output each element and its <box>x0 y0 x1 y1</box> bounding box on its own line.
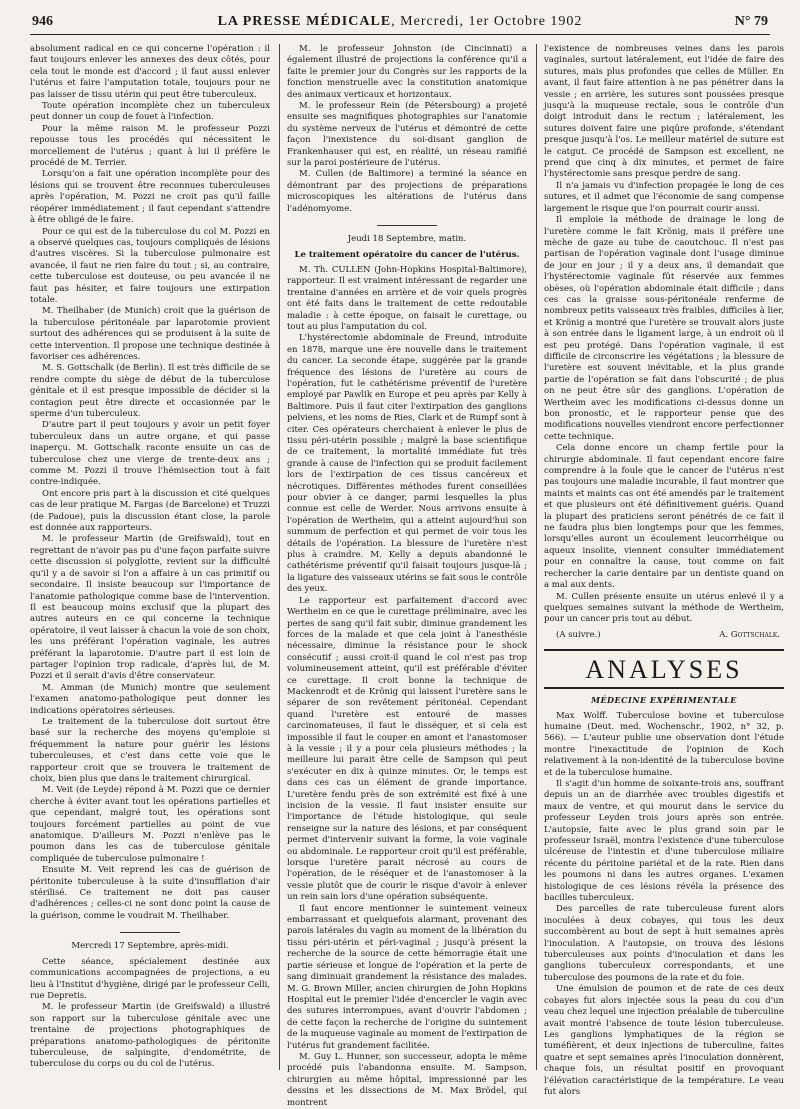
paragraph: Il s'agit d'un homme de soixante-trois ans, souffrant depuis un an de diarrhée avec troubles digestifs et maux de ventre, et qui mourut dans le service du professeur Leyden trois jours après son entrée. L'autopsie, faite avec le plus grand soin par le professeur Israël, montra l'existence d'une tuberculose ulcéreuse de l'intestin et d'une tuberculose miliaire récente du péritoine pariétal et de la rate. Rien dans les poumons ni dans les autres organes. L'examen histologique de ces lésions révéla la présence des bacilles tuberculeux. <box>544 778 784 904</box>
section-title: Le traitement opératoire du cancer de l'utérus. <box>294 249 520 260</box>
col3-paragraphs <box>544 44 784 626</box>
paragraph: M. Cullen présente ensuite un utérus enlevé il y a quelques semaines suivant la méthode de Wertheim, pour un cancer pris tout au début. <box>544 591 784 625</box>
paragraph: M. le professeur Martin (de Greifswald), tout en regrettant de n'avoir pas pu d'une façon parfaite suivre cette discussion si polyglotte, revient sur la difficulté qu'il y a de savoir si l'on a affaire à un cas primitif ou secondaire. Il insiste beaucoup sur l'importance de l'anatomie pathologique comme base de l'intervention. Il est beaucoup moins exclusif que la plupart des autres auteurs en ce qui concerne la technique opératoire, il veut laisser à chacun la voie de son choix, les uns préférant l'opération vaginale, les autres préférant la laparotomie. D'autre part il est loin de partager l'opinion trop radicale, d'après lui, de M. Pozzi et il serait d'avis d'être conservateur. <box>30 534 270 682</box>
column-3 <box>544 44 784 1097</box>
paragraph: Il emploie la méthode de drainage le long de l'uretère comme le fait Krönig, mais il préfère une mèche de gaze au tube de caoutchouc. Il n'est pas partisan de l'opération vaginale dont l'usage diminue de jour en jour ; il y a deux ans, il demandait que l'hystérectomie vaginale fût réservée aux femmes obèses, où l'opération abdominale était difficile ; dans ces cas la graisse sous-péritonéale renferme de nombreux petits vaisseaux très fraibles, difficiles à lier, et Krönig a montré que l'uretère se trouvait alors juste à son entrée dans le ligament large, à un endroit où il est peu protégé. Dans l'opération vaginale, il est difficile de circonscrire les végétations ; la blessure de l'uretère est souvent inévitable, et la plus grande partie de l'opération se fait dans l'obscurité ; de plus on ne peut être sûr des ganglions. L'opération de Wertheim avec les modifications ci-dessus donne un bon pronostic, et le rapporteur pense que des modifications nouvelles viendront encore perfectionner cette technique. <box>544 215 784 442</box>
paragraph: Il n'a jamais vu d'infection propagée le long de ces sutures, et il admet que l'économie de sang compense largement le risque que l'on pourrait courir aussi. <box>544 180 784 214</box>
paragraph: M. le professeur Rein (de Pétersbourg) a projeté ensuite ses magnifiques photographies sur l'anatomie du système nerveux de l'utérus et démontré de cette façon l'inexistence du soi-disant ganglion de Frankenhauser qui est, en réalité, un réseau ramifié sur la paroi postérieure de l'utérus. <box>287 101 527 169</box>
page-header <box>30 12 770 35</box>
issue-number: N° 79 <box>734 14 768 29</box>
paragraph: M. le professeur Johnston (de Cincinnati) a également illustré de projections la conférence qu'il a faite le premier jour du Congrès sur les rapports de la fonction menstruelle avec la constitution anatomique des animaux verticaux et horizontaux. <box>287 44 527 100</box>
paragraph: Max Wolff. Tuberculose bovine et tuberculose humaine (Deut. med. Wochenschr., 1902, n° 32, p. 566). — L'auteur publie une observation dont l'étude montre l'inexactitude de l'opinion de Koch relativement à la non-identité de la tuberculose bovine et de la tuberculose humaine. <box>544 710 784 778</box>
issue-date: , Mercredi, 1er Octobre 1902 <box>391 14 583 29</box>
paragraph: Cette séance, spécialement destinée aux communications accompagnées de projections, a eu lieu à l'Institut d'hygiène, dirigé par le professeur Celli, rue Depretis. <box>30 956 270 1001</box>
paragraph: Pour ce qui est de la tuberculose du col M. Pozzi en a observé quelques cas, toujours compliqués de lésions d'autres viscères. Si la tuberculose pulmonaire est avancée, il faut ne rien faire du tout ; si, au contraire, cette tuberculose est douteuse, ou peu avancée il ne faut pas hésiter, et faire toujours une extirpation totale. <box>30 226 270 305</box>
column-rule <box>536 44 537 1070</box>
paragraph: Le rapporteur est parfaitement d'accord avec Wertheim en ce que le curettage préliminaire, avec les pertes de sang qu'il fait subir, diminue grandement les forces de la malade et que cela joint à l'anesthésie nécessaire, diminue la résistance pour le shock consécutif ; aussi croit-il quand le col n'est pas trop volumineusement atteint, qu'il est préférable d'éviter ce curettage. Il croit bonne la technique de Mackenrodt et de Krönig qui laissent l'uretère sans le séparer de son revêtement péritonéal. Cependant quand l'uretère est entouré de masses carcinomateuses, il faut le disséquer, et si cela est impossible il faut le couper en amont et l'anastomoser à la vessie ; il y a pour cela plusieurs méthodes ; la meilleure lui parait être celle de Sampson qui peut s'exécuter en dix à quinze minutes. Or, le temps est dans ces cas un élément de grande importance. L'uretère fendu près de son extrémité est fixé à une incision de la vessie. Il faut insister ensuite sur l'importance de l'étude histologique, qui seule renseigne sur la nature des lésions, et par conséquent permet d'intervenir suivant la forme, la voie vaginale ou abdominale. Le rapporteur croit qu'il est préférable, lorsque l'uretère parait nécrosé au cours de l'opération, de le réséquer et de l'anastomoser à la vessie plutôt que de courir le risque d'avoir à enlever un rein sain lors d'une opération subséquente. <box>287 595 527 903</box>
paragraph: M. le professeur Martin (de Greifswald) a illustré son rapport sur la tuberculose génitale avec une trentaine de projections photographiques de préparations anatomo-pathologiques de péritonite tuberculeuse, de salpingite, d'endométrite, de tuberculose du corps ou du col de l'utérus. <box>30 1002 270 1070</box>
paragraph: M. S. Gottschalk (de Berlin). Il est très difficile de se rendre compte du siège de début de la tuberculose génitale et il est presque impossible de décider si la contagion peut être directe et occasionnée par le sperme d'un tuberculeux. <box>30 363 270 419</box>
paragraph: M. Th. CULLEN (John-Hopkins Hospital-Baltimore), rapporteur. Il est vraiment intéressant de regarder une trentaine d'années en arrière et de voir quels progrès ont été faits dans le traitement de cette redoutable maladie : à cette époque, on faisait le curettage, ou tout au plus l'amputation du col. <box>287 264 527 332</box>
analyses-paragraphs <box>544 711 784 1099</box>
paragraph: D'autre part il peut toujours y avoir un petit foyer tuberculeux dans un autre organe, et qui passe inaperçu. M. Gottschalk raconte ensuite un cas de tuberculose chez une vierge de trente-deux ans ; comme M. Pozzi il trouve l'hémisection tout à fait contre-indiquée. <box>30 420 270 488</box>
page-number: 946 <box>32 14 53 29</box>
col2-top-paragraphs <box>287 44 527 215</box>
analyses-banner <box>544 649 784 689</box>
paragraph: Ensuite M. Veit reprend les cas de guérison de péritonite tuberculeuse à la suite d'insufflation d'air stérilisé. Ce traitement ne doit pas causer d'adhérences ; celles-ci ne sont donc point la cause de la guérison, comme le voudrait M. Theilhaber. <box>30 865 270 921</box>
paragraph: Pour la même raison M. le professeur Pozzi repousse tous les procédés qui nécessitent le morcellement de l'utérus ; quant à lui il préfère le procédé de M. Terrier. <box>30 123 270 169</box>
author-signature: A. Gottschalk. <box>719 629 780 640</box>
col2-body-paragraphs <box>287 265 527 1109</box>
col1-tail-paragraphs <box>30 957 270 1071</box>
paragraph: M. Guy L. Hunner, son successeur, adopta le même procédé puis l'abandonna ensuite. M. Sampson, chirurgien au même hôpital, impressionné par les dessins et les dissections de M. Max Brödel, qui montrent <box>287 1051 527 1108</box>
column-1 <box>30 44 270 1074</box>
section-rule <box>377 225 437 226</box>
column-rule <box>279 44 280 1070</box>
paragraph: M. Veit (de Leyde) répond à M. Pozzi que ce dernier cherche à éviter avant tout les opérations partielles et que cependant, malgré tout, les opérations sont toujours forcément partielles au point de vue anatomique. D'ailleurs M. Pozzi n'enlève pas le poumon dans les cas de tuberculose génitale compliquée de tuberculose pulmonaire ! <box>30 785 270 864</box>
paragraph: Cela donne encore un champ fertile pour la chirurgie abdominale. Il faut cependant encore faire comprendre à la foule que le cancer de l'utérus n'est pas toujours une maladie incurable, il faut montrer que maints et maints cas ont été amendés par le traitement et que plusieurs ont été définitivement guéris. Quand la plupart des praticiens seront pénétrés de ce fait il ne faudra plus bien longtemps pour que les femmes, lorsqu'elles auront un écoulement leucorrhéique ou aqueux insolite, viennent consulter immédiatement pour en connaître la cause, tout comme on fait rechercher la carie dentaire par un dentiste quand on a mal aux dents. <box>544 443 784 591</box>
continued-note: (A suivre.) <box>556 629 601 640</box>
analyses-subheading: MÉDECINE EXPÉRIMENTALE <box>591 695 737 706</box>
section-rule <box>120 932 180 933</box>
paragraph: Lorsqu'on a fait une opération incomplète pour des lésions qui se trouvent être reconnues tuberculeuses après l'opération, M. Pozzi ne croit pas qu'il faille réopérer immédiatement ; il faut cependant s'attendre à être obligé de le faire. <box>30 169 270 226</box>
paragraph: l'existence de nombreuses veines dans les parois vaginales, surtout latéralement, eut l'idée de faire des sutures, mais plus profondes que celles de Müller. En avant, il faut faire attention à ne pas pénétrer dans la vessie ; en arrière, les sutures sont poussées presque jusqu'à la muqueuse rectale, sous le contrôle d'un doigt introduit dans le rectum ; latéralement, les sutures doivent faire une piqûre profonde, s'étendant presque jusqu'à l'os. Le meilleur matériel de suture est le catgut. Ce procédé de Sampson est excellent, ne prend que cinq à dix minutes, et permet de faire l'hystérectomie sans presque perdre de sang. <box>544 44 784 180</box>
paragraph: Ont encore pris part à la discussion et cité quelques cas de leur pratique M. Fargas (de Barcelone) et Truzzi (de Padoue), puis la discussion étant close, la parole est donnée aux rapporteurs. <box>30 488 270 534</box>
col1-paragraphs <box>30 44 270 922</box>
column-2 <box>287 44 527 1108</box>
article-signoff <box>544 630 784 641</box>
paragraph: M. Amman (de Munich) montre que seulement l'examen anatomo-pathologique peut donner les indications opératoires sérieuses. <box>30 682 270 716</box>
paragraph: Le traitement de la tuberculose doit surtout être basé sur la recherche des moyens qu'emploie si fréquemment la nature pour guérir les lésions tuberculeuses, et c'est dans cette voie que le rapporteur croit que se trouvera le traitement de choix, bien plus que dans le traitement chirurgical. <box>30 716 270 784</box>
analyses-title: ANALYSES <box>585 655 743 685</box>
running-title <box>30 14 770 30</box>
session-heading: Mercredi 17 Septembre, après-midi. <box>71 941 229 952</box>
paragraph: Des parcelles de rate tuberculeuse furent alors inoculées à deux cobayes, qui tous les deux succombèrent au bout de sept à huit semaines après l'inoculation. A l'autopsie, on trouva des lésions tuberculeuses aux points d'inoculation et dans les ganglions tuberculeux correspondants, et une tuberculose des poumons de la rate et du foie. <box>544 904 784 983</box>
paragraph: absolument radical en ce qui concerne l'opération : il faut toujours enlever les annexes des deux côtés, pour cela tout le monde est d'accord ; il faut aussi enlever l'utérus et faire l'amputation totale, toujours pour ne pas laisser de tissu utérin qui peut être tuberculeux. <box>30 44 270 100</box>
paragraph: M. Theilhaber (de Munich) croit que la guérison de la tuberculose péritonéale par laparotomie provient surtout des adhérences qui se produisent à la suite de cette intervention. Il propose une technique destinée à favoriser ces adhérences. <box>30 306 270 362</box>
paragraph: Toute opération incomplète chez un tuberculeux peut donner un coup de fouet à l'infection. <box>30 101 270 123</box>
paragraph: L'hystérectomie abdominale de Freund, introduite en 1878, marque une ère nouvelle dans le traitement du cancer. La seconde étape, suggérée par la grande fréquence des lésions de l'uretère au cours de l'opération, fut le cathétérisme préventif de l'uretère employé par Pawlik en Europe et peu après par Kelly à Baltimore. Puis il faut citer l'extirpation des ganglions pelviens, et les noms de Ries, Clark et de Rumpf sont à citer. Ces opérateurs cherchaient à enlever le plus de tissu péri-utérin possible ; malgré la base scientifique de ce traitement, la mortalité immédiate fut très grande à cause de l'infection qui se produit facilement lors de l'extirpation de ces tissus cancéreux et nécrotiques. Différentes méthodes furent conseillées pour obvier à ce danger, parmi lesquelles la plus connue est celle de Werder. Nous arrivons ensuite à l'opération de Wertheim, qui a atteint aujourd'hui son summum de perfection et qui permet de voir tous les détails de l'opération. La blessure de l'uretère n'est plus à craindre. M. Kelly a depuis abandonné le cathétérisme préventif qu'il faisait toujours jusque-là ; la ligature des vaisseaux utérins se fait sous le contrôle des yeux. <box>287 333 527 595</box>
publication-name: LA PRESSE MÉDICALE <box>217 14 392 29</box>
paragraph: Une émulsion de poumon et de rate de ces deux cobayes fut alors injectée sous la peau du cou d'un veau chez lequel une injection préalable de tuberculine avait montré l'absence de toute lésion tuberculeuse. Les ganglions lymphatiques de la région se tuméfièrent, et deux injections de tuberculine, faites quatre et sept semaines après l'inoculation donnèrent, chaque fois, un résultat positif en provoquant l'élévation caractéristique de la température. Le veau fut alors <box>544 984 784 1097</box>
paragraph: Il faut encore mentionner le suintement veineux embarrassant et quelquefois alarmant, provenant des parois latérales du vagin au moment de la libération du tissu péri-utérin et péri-vaginal ; jusqu'à présent la recherche de la source de cette hémorragie était une partie sérieuse et longue de l'opération et la perte de sang diminuait grandement la résistance des malades. M. G. Brown Miller, ancien chirurgien de John Hopkins Hospital eut le premier l'idée d'encercler le vagin avec des sutures interrompues, avant d'ouvrir l'abdomen ; de cette façon la recherche de l'origine du suintement de la muqueuse vaginale au moment de l'extirpation de l'utérus fut grandement facilitée. <box>287 903 527 1051</box>
paragraph: M. Cullen (de Baltimore) a terminé la séance en démontrant par des projections de préparations microscopiques les altérations de l'utérus dans l'adénomyome. <box>287 169 527 214</box>
session-date-heading: Jeudi 18 Septembre, matin. <box>347 234 467 245</box>
